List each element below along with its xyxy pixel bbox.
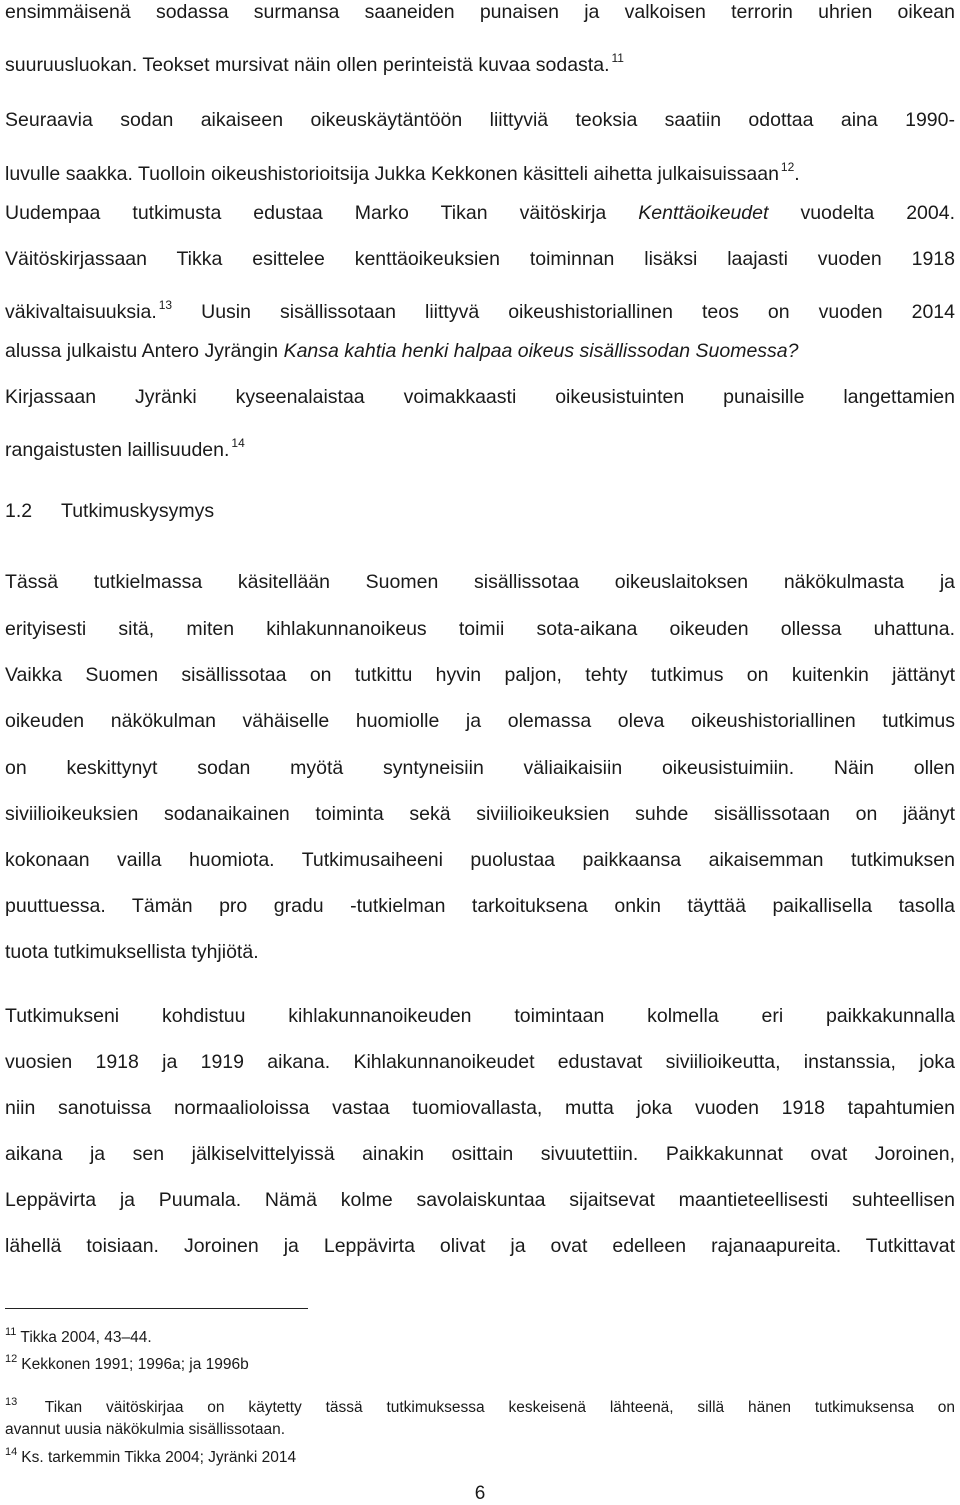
body-text: alussa julkaistu Antero Jyrängin <box>5 340 279 362</box>
body-line: tuota tutkimuksellista tyhjiötä. <box>5 941 259 963</box>
body-line: niin sanotuissa normaalioloissa vastaa tuomiovallasta, mutta joka vuoden 1918 tapahtumien <box>5 1097 955 1119</box>
footnote-number: 14 <box>5 1446 18 1458</box>
body-text: Uusin sisällissotaan liittyvä oikeushistoriallinen teos on vuoden 2014 <box>201 301 955 323</box>
footnote-text: Kekkonen 1991; 1996a; ja 1996b <box>21 1356 249 1373</box>
body-text: suuruusluokan. Teokset mursivat näin ollen perinteistä kuvaa sodasta. <box>5 54 610 76</box>
footnote-text: Ks. tarkemmin Tikka 2004; Jyränki 2014 <box>21 1449 297 1466</box>
body-line <box>5 201 955 225</box>
body-line: aikana ja sen jälkiselvittelyissä ainakin osittain sivuutettiin. Paikkakunnat ovat Joroinen, <box>5 1143 955 1165</box>
body-line <box>5 339 955 363</box>
footnote <box>5 1393 955 1417</box>
body-line <box>5 431 955 462</box>
body-text: rangaistusten laillisuuden. <box>5 439 230 461</box>
body-line: vuosien 1918 ja 1919 aikana. Kihlakunnanoikeudet edustavat siviilioikeutta, instanssia, joka <box>5 1051 955 1073</box>
body-text: luvulle saakka. Tuolloin oikeushistorioitsija Jukka Kekkonen käsitteli aihetta julkaisuissaan <box>5 163 779 185</box>
book-title: Kansa kahtia henki halpaa oikeus sisällissodan Suomessa? <box>283 340 799 362</box>
footnote-number: 12 <box>5 1353 18 1365</box>
body-text: vuodelta 2004. <box>800 202 955 224</box>
body-line: on keskittynyt sodan myötä syntyneisiin väliaikaisiin oikeusistuimiin. Näin ollen <box>5 757 955 779</box>
page-number: 6 <box>474 1483 486 1504</box>
footnote-ref[interactable]: 13 <box>158 298 173 312</box>
footnote <box>5 1323 955 1347</box>
footnote-separator <box>5 1308 308 1309</box>
section-title: Tutkimuskysymys <box>61 500 215 522</box>
section-number: 1.2 <box>5 500 33 522</box>
body-line: Tutkimukseni kohdistuu kihlakunnanoikeuden toimintaan kolmella eri paikkakunnalla <box>5 1005 955 1027</box>
footnote-number: 11 <box>5 1326 17 1338</box>
body-text: . <box>794 163 800 185</box>
body-line: lähellä toisiaan. Joroinen ja Leppävirta olivat ja ovat edelleen rajanaapureita. Tutkittavat <box>5 1235 955 1257</box>
footnote-ref[interactable]: 12 <box>780 160 795 174</box>
footnote <box>5 1443 955 1467</box>
footnote-ref[interactable]: 11 <box>611 51 624 65</box>
body-line <box>5 46 955 77</box>
body-text: väkivaltaisuuksia. <box>5 301 157 323</box>
book-title: Kenttäoikeudet <box>638 202 769 224</box>
body-line: ensimmäisenä sodassa surmansa saaneiden punaisen ja valkoisen terrorin uhrien oikean <box>5 1 955 23</box>
footnote-text: Tikka 2004, 43–44. <box>20 1329 152 1346</box>
footnote-text: Tikan väitöskirjaa on käytetty tässä tutkimuksessa keskeisenä lähteenä, sillä hänen tutkimuksensa on <box>44 1399 956 1416</box>
body-line <box>5 293 955 324</box>
body-line: Seuraavia sodan aikaiseen oikeuskäytäntöön liittyviä teoksia saatiin odottaa aina 1990- <box>5 109 955 131</box>
body-line: Väitöskirjassaan Tikka esittelee kenttäoikeuksien toiminnan lisäksi laajasti vuoden 1918 <box>5 248 955 270</box>
body-line: Vaikka Suomen sisällissotaa on tutkittu hyvin paljon, tehty tutkimus on kuitenkin jättänyt <box>5 664 955 686</box>
body-line: Kirjassaan Jyränki kyseenalaistaa voimakkaasti oikeusistuinten punaisille langettamien <box>5 386 955 408</box>
body-line: Tässä tutkielmassa käsitellään Suomen sisällissotaa oikeuslaitoksen näkökulmasta ja <box>5 571 955 593</box>
body-line <box>5 155 955 186</box>
body-line: kokonaan vailla huomiota. Tutkimusaiheeni puolustaa paikkaansa aikaisemman tutkimuksen <box>5 849 955 871</box>
body-line: erityisesti sitä, miten kihlakunnanoikeus toimii sota-aikana oikeuden ollessa uhattuna. <box>5 618 955 640</box>
body-line: oikeuden näkökulman vähäiselle huomiolle ja olemassa oleva oikeushistoriallinen tutkimus <box>5 710 955 732</box>
body-line: siviilioikeuksien sodanaikainen toiminta sekä siviilioikeuksien suhde sisällissotaan on jäänyt <box>5 803 955 825</box>
body-text: Uudempaa tutkimusta edustaa Marko Tikan väitöskirja <box>5 202 607 224</box>
body-line: puuttuessa. Tämän pro gradu -tutkielman tarkoituksena onkin täyttää paikallisella tasolla <box>5 895 955 917</box>
footnote: avannut uusia näkökulmia sisällissotaan. <box>5 1421 286 1438</box>
footnote-ref[interactable]: 14 <box>231 436 245 450</box>
body-line: Leppävirta ja Puumala. Nämä kolme savolaiskuntaa sijaitsevat maantieteellisesti suhteellisen <box>5 1189 955 1211</box>
footnote <box>5 1350 955 1374</box>
section-heading <box>5 499 214 523</box>
footnote-number: 13 <box>5 1396 18 1408</box>
